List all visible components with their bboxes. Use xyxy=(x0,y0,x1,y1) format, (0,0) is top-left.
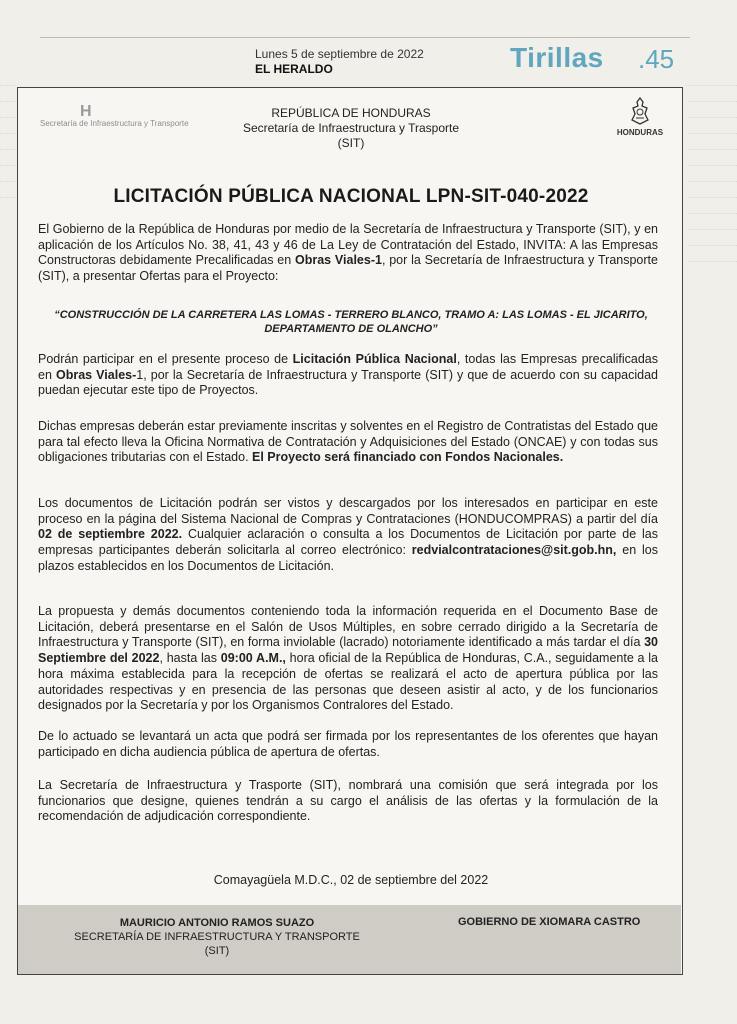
text-run-bold: 02 de septiembre 2022. xyxy=(38,527,183,542)
signer-org: (SIT) xyxy=(204,945,230,957)
text-run-bold: Obras Viales- xyxy=(55,367,137,382)
header-republic: REPÚBLICA DE HONDURAS xyxy=(271,106,431,120)
government-name: GOBIERNO DE XIOMARA CASTRO xyxy=(458,916,641,928)
newspaper-masthead xyxy=(0,0,737,88)
paragraph-participation xyxy=(38,352,658,399)
email-address: redvialcontrataciones@sit.gob.hn, xyxy=(411,543,617,558)
paragraph-documents xyxy=(38,496,658,575)
project-name xyxy=(48,308,654,336)
newspaper-name: EL HERALDO xyxy=(255,62,333,76)
text-run: La Secretaría de Infraestructura y Trasporte (SIT), nombrará una comisión que será integrada por los funcionarios que designe, quienes tendrán a su cargo el análisis de las ofertas y la formulación de la recomendación de adjudicación correspondiente. xyxy=(38,778,658,824)
text-run-bold: Obras Viales-1 xyxy=(295,253,382,268)
text-run-bold: Licitación Pública Nacional xyxy=(292,352,457,366)
text-run: El Gobierno de la República de Honduras por medio de la Secretaría de Infraestructura y Transporte (SIT), y en aplicación de los Artículos No. 38, 41, 43 y 46 de La Ley de Contratación del Estado, INVITA: A las Empresas Constructoras debidamente Precalificadas en xyxy=(38,222,658,268)
notice-title: LICITACIÓN PÚBLICA NACIONAL LPN-SIT-040-2022 xyxy=(113,186,589,207)
paragraph-invitation xyxy=(38,222,658,285)
project-line: DEPARTAMENTO DE OLANCHO” xyxy=(264,323,438,335)
paragraph-registration xyxy=(38,419,658,466)
text-run: en los plazos establecidos en los Documentos de Licitación. xyxy=(38,543,658,573)
section-name: Tirillas xyxy=(510,42,604,73)
text-run: , por la Secretaría de Infraestructura y Transporte (SIT), a presentar Ofertas para el Proyecto: xyxy=(38,253,658,284)
deadline-date: 30 Septiembre del 2022 xyxy=(38,635,658,666)
project-line: “CONSTRUCCIÓN DE LA CARRETERA LAS LOMAS - TERRERO BLANCO, TRAMO A: LAS LOMAS - EL JICARITO, xyxy=(54,309,648,321)
masthead-rule xyxy=(40,37,690,38)
text-run: Cualquier aclaración o consulta a los Documentos de Licitación por parte de las empresas participantes deberán solicitarla al correo electrónico: xyxy=(38,527,658,558)
text-run: , hasta las xyxy=(159,651,221,666)
paragraph-commission xyxy=(38,778,658,825)
place-and-date: Comayagüela M.D.C., 02 de septiembre del 2022 xyxy=(213,873,489,887)
adjacent-column-left xyxy=(0,70,16,970)
text-run: Los documentos de Licitación podrán ser vistos y descargados por los interesados en participar en este proceso en la página del Sistema Nacional de Compras y Contrataciones (HONDUCOMPRAS) a partir del día xyxy=(38,496,658,526)
text-run: La propuesta y demás documentos conteniendo toda la información requerida en el Documento Base de Licitación, deberá presentarse en el Salón de Usos Múltiples, en sobre cerrado dirigido a la Secretaría de Infraestructura y Transporte (SIT), en forma inviolable (lacrado) notoriamente identificado a más tardar el día xyxy=(38,604,658,650)
text-run: , todas las Empresas precalificadas en xyxy=(38,352,658,382)
signer-title: SECRETARÍA DE INFRAESTRUCTURA Y TRANSPORTE xyxy=(74,931,360,943)
text-run: hora oficial de la República de Honduras, C.A., seguidamente a la hora máxima establecida para la recepción de ofertas se realizará el acto de apertura pública por las autoridades respectivas y en presencia de las personas que deseen asistir al acto, y de los funcionarios designados por la Secretaría y por los Organismos Contralores del Estado. xyxy=(38,651,658,713)
tender-notice xyxy=(17,87,683,975)
sit-logo-mark: H xyxy=(80,103,92,120)
page-number: .45 xyxy=(638,44,675,74)
adjacent-column-right xyxy=(686,70,737,970)
header-acronym: (SIT) xyxy=(337,136,365,150)
paragraph-minutes xyxy=(38,729,658,760)
sit-logo-text: Secretaría de Infraestructura y Transporte xyxy=(40,119,189,128)
notice-footer xyxy=(18,905,681,974)
header-secretariat: Secretaría de Infraestructura y Trasporte xyxy=(242,121,460,135)
text-run: De lo actuado se levantará un acta que podrá ser firmada por los representantes de los oferentes que hayan participado en dicha audiencia pública de apertura de ofertas. xyxy=(38,729,658,759)
text-run: 1, por la Secretaría de Infraestructura y Transporte (SIT) y que de acuerdo con su capacidad puedan ejecutar este tipo de Proyectos. xyxy=(38,367,658,398)
honduras-logo-text: HONDURAS xyxy=(616,128,664,137)
text-run: Dichas empresas deberán estar previamente inscritas y solventes en el Registro de Contratistas del Estado que para tal efecto lleva la Oficina Normativa de Contratación y Adquisiciones del Estado (ONCAE) y con todas sus obligaciones tributarias con el Estado. xyxy=(38,419,658,465)
publication-date: Lunes 5 de septiembre de 2022 xyxy=(255,47,424,61)
paragraph-submission xyxy=(38,604,658,714)
signer-name: MAURICIO ANTONIO RAMOS SUAZO xyxy=(119,917,315,929)
signature-block xyxy=(52,916,382,958)
deadline-time: 09:00 A.M., xyxy=(220,651,286,666)
text-run: Podrán participar en el presente proceso de xyxy=(38,352,293,366)
text-run-bold: El Proyecto será financiado con Fondos Nacionales. xyxy=(252,450,564,465)
